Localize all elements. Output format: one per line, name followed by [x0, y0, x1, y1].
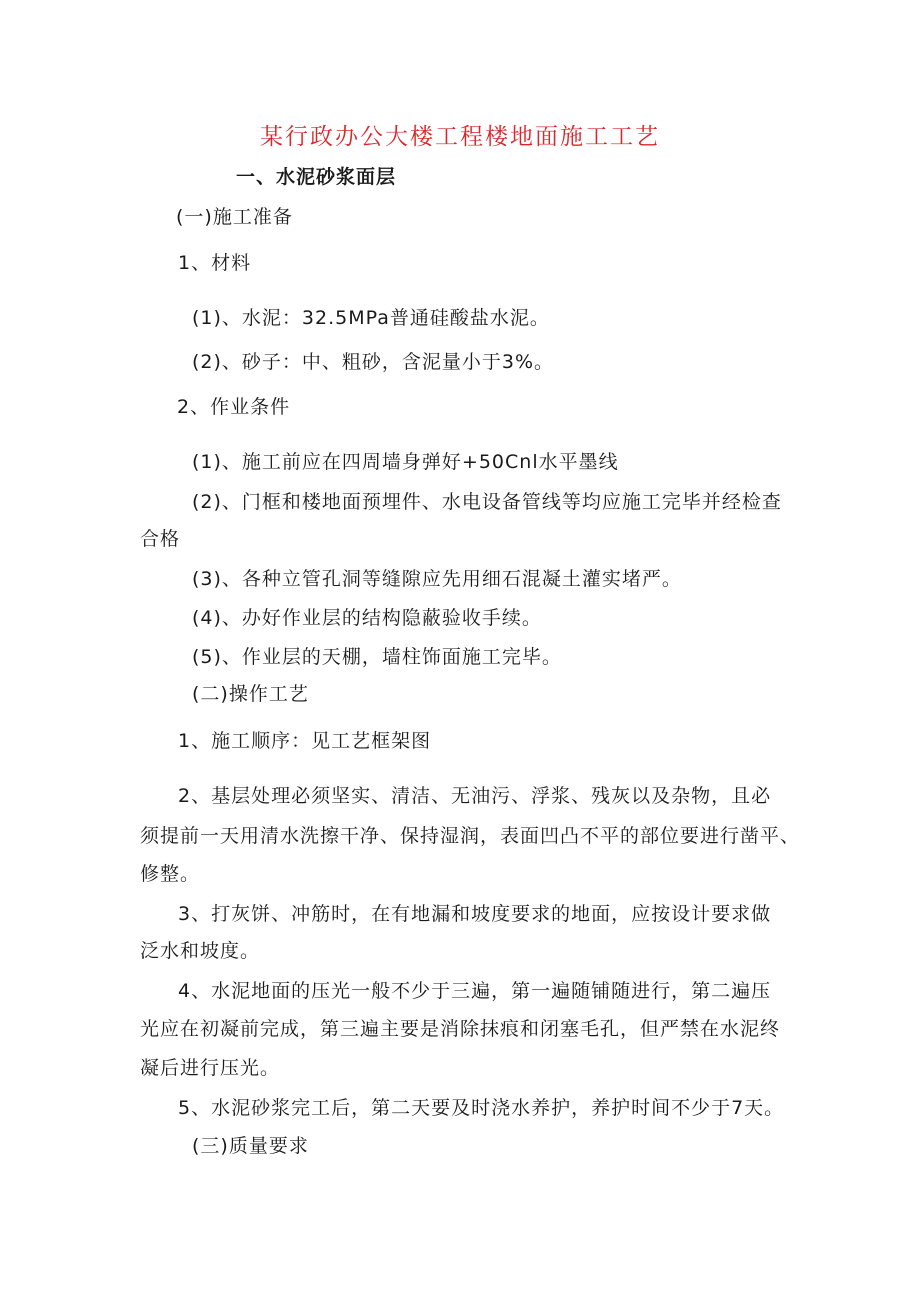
condition-4: (4)、办好作业层的结构隐蔽验收手续。 [192, 607, 542, 629]
step-5: 5、水泥砂浆完工后，第二天要及时浇水养护，养护时间不少于7天。 [178, 1097, 785, 1119]
condition-2-cont: 合格 [140, 528, 181, 550]
step-4-cont-1: 光应在初凝前完成，第三遍主要是消除抹痕和闭塞毛孔，但严禁在水泥终 [140, 1018, 781, 1040]
condition-1: (1)、施工前应在四周墙身弹好+50Cnl水平墨线 [192, 451, 619, 473]
document-title: 某行政办公大楼工程楼地面施工工艺 [260, 124, 660, 150]
item-cement: (1)、水泥：32.5MPa普通硅酸盐水泥。 [192, 307, 550, 329]
step-4-cont-2: 凝后进行压光。 [140, 1057, 281, 1079]
condition-2: (2)、门框和楼地面预埋件、水电设备管线等均应施工完毕并经检查 [192, 491, 782, 513]
condition-3: (3)、各种立管孔洞等缝隙应先用细石混凝土灌实堵严。 [192, 568, 682, 590]
condition-5: (5)、作业层的天棚，墙柱饰面施工完毕。 [192, 646, 562, 668]
item-sand: (2)、砂子：中、粗砂，含泥量小于3%。 [192, 351, 555, 373]
item-work-conditions: 2、作业条件 [177, 396, 291, 418]
subsection-construction-prep: (一)施工准备 [176, 206, 293, 228]
subsection-quality-requirements: (三)质量要求 [192, 1135, 309, 1157]
item-materials: 1、材料 [178, 252, 252, 274]
step-3: 3、打灰饼、冲筋时，在有地漏和坡度要求的地面，应按设计要求做 [178, 903, 772, 925]
section-heading-cement-mortar: 一、水泥砂浆面层 [236, 166, 397, 188]
step-3-cont: 泛水和坡度。 [140, 940, 261, 962]
step-2-cont-1: 须提前一天用清水洗擦干净、保持湿润，表面凹凸不平的部位要进行凿平、 [140, 825, 801, 847]
step-2-cont-2: 修整。 [140, 863, 201, 885]
subsection-operation-process: (二)操作工艺 [192, 683, 309, 705]
step-4: 4、水泥地面的压光一般不少于三遍，第一遍随铺随进行，第二遍压 [178, 980, 772, 1002]
step-2: 2、基层处理必须坚实、清洁、无油污、浮浆、残灰以及杂物，且必 [178, 785, 772, 807]
step-1: 1、施工顺序：见工艺框架图 [178, 730, 432, 752]
